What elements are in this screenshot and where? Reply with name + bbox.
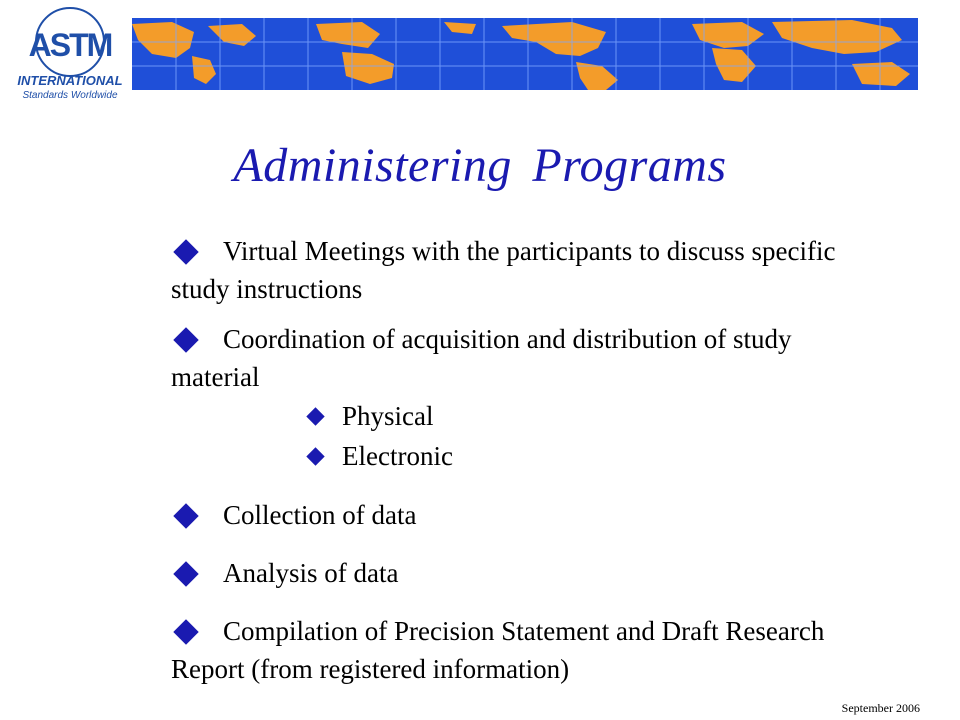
- diamond-bullet-icon: [173, 328, 198, 353]
- bullet-list: [171, 232, 871, 688]
- bullet-text: Virtual Meetings with the participants to discuss specific study instructions: [171, 236, 836, 304]
- bullet-item: [171, 496, 871, 534]
- diamond-bullet-icon: [173, 504, 198, 529]
- bullet-text: Collection of data: [223, 500, 417, 530]
- bullet-text: Compilation of Precision Statement and Draft Research Report (from registered information): [171, 616, 825, 684]
- diamond-bullet-icon: [173, 562, 198, 587]
- bullet-item: [171, 554, 871, 592]
- footer-date: September 2006: [841, 701, 920, 715]
- logo-tagline: Standards Worldwide: [22, 90, 118, 100]
- logo-brand: ASTM: [28, 27, 112, 63]
- slide-title: Administering Programs: [233, 139, 727, 192]
- logo-org: INTERNATIONAL: [17, 73, 123, 88]
- sub-bullet-item: [171, 436, 871, 476]
- diamond-bullet-icon: [306, 448, 324, 466]
- bullet-item: [171, 232, 871, 308]
- diamond-bullet-icon: [173, 620, 198, 645]
- sub-bullet-text: Physical: [342, 401, 434, 431]
- bullet-item: [171, 320, 871, 396]
- astm-logo: [8, 6, 132, 100]
- diamond-bullet-icon: [306, 408, 324, 426]
- bullet-text: Coordination of acquisition and distribution of study material: [171, 324, 792, 392]
- world-map-banner: [132, 18, 918, 90]
- sub-bullet-item: [171, 396, 871, 436]
- bullet-item: [171, 612, 871, 688]
- bullet-text: Analysis of data: [223, 558, 399, 588]
- diamond-bullet-icon: [173, 240, 198, 265]
- sub-bullet-text: Electronic: [342, 441, 453, 471]
